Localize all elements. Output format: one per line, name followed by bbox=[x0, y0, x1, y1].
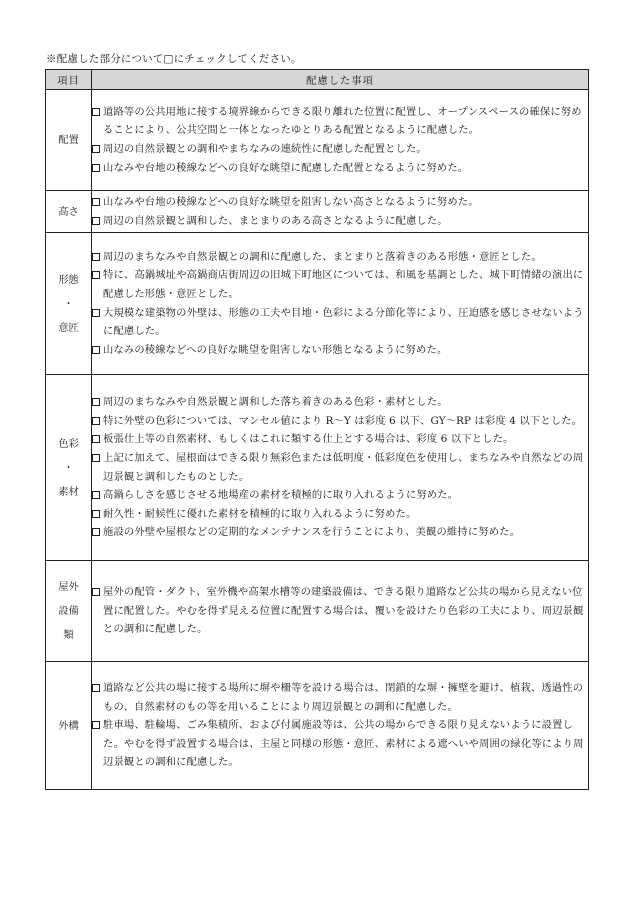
category-label: 屋外 bbox=[58, 581, 79, 593]
check-item[interactable] bbox=[92, 393, 588, 412]
row-color-material bbox=[46, 375, 589, 561]
instruction-note: ※配慮した部分について□にチェックしてください。 bbox=[46, 53, 302, 65]
check-item[interactable] bbox=[92, 193, 588, 212]
check-item[interactable] bbox=[92, 505, 588, 524]
category-label: 素材 bbox=[58, 485, 79, 498]
item-text: 道路など公共の場に接する場所に塀や柵等を設ける場合は、閉鎖的な塀・擁壁を避け、植栽、透過性のもの、自然素材のもの等を用いることにより周辺景観との調和に配慮した。 bbox=[103, 682, 584, 713]
checkbox[interactable] bbox=[92, 454, 100, 462]
category-cell bbox=[46, 90, 92, 191]
row-outdoor-equipment bbox=[46, 561, 589, 662]
item-text: 山なみや台地の稜線などへの良好な眺望を阻害しない高さとなるように努めた。 bbox=[103, 195, 479, 208]
header-items: 配慮した事項 bbox=[92, 70, 589, 90]
item-text: 駐車場、駐輪場、ごみ集積所、および付属施設等は、公共の場からできる限り見えないように設置した。やむを得ず設置する場合は、主屋と同様の形態・意匠、素材による遮へいや周囲の緑化等により周辺景観との調和に配慮した。 bbox=[103, 719, 584, 769]
category-cell bbox=[46, 191, 92, 233]
item-text: 板張仕上等の自然素材、もしくはこれに類する仕上とする場合は、彩度 6 以下とした。 bbox=[103, 433, 514, 446]
category-label: 設備 bbox=[58, 605, 79, 617]
item-text: 周辺のまちなみや自然景観との調和に配慮した、まとまりと落着きのある形態・意匠とした。 bbox=[103, 250, 542, 263]
item-text: 特に、高鍋城址や高鍋商店街周辺の旧城下町地区については、和風を基調とした、城下町情緒の演出に配慮した形態・意匠とした。 bbox=[103, 269, 584, 300]
check-item[interactable] bbox=[92, 523, 588, 542]
item-text: 上記に加えて、屋根面はできる限り無彩色または低明度・低彩度色を使用し、まちなみや自然などの周辺景観と調和したものとした。 bbox=[103, 451, 584, 483]
checkbox[interactable] bbox=[92, 198, 100, 206]
check-item[interactable] bbox=[92, 248, 588, 267]
row-form-design bbox=[46, 233, 589, 375]
check-item[interactable] bbox=[92, 304, 588, 341]
row-exterior bbox=[46, 662, 589, 790]
checkbox[interactable] bbox=[92, 398, 100, 406]
check-item[interactable] bbox=[92, 430, 588, 449]
category-cell bbox=[46, 662, 92, 790]
items-cell bbox=[92, 561, 589, 662]
items-cell bbox=[92, 375, 589, 561]
checkbox[interactable] bbox=[92, 417, 100, 425]
items-cell bbox=[92, 662, 589, 790]
item-text: 施設の外壁や屋根などの定期的なメンテナンスを行うことにより、美観の維持に努めた。 bbox=[103, 526, 521, 539]
check-item[interactable] bbox=[92, 583, 588, 639]
check-item[interactable] bbox=[92, 341, 588, 360]
check-item[interactable] bbox=[92, 412, 588, 431]
check-item[interactable] bbox=[92, 140, 588, 159]
item-text: 周辺のまちなみや自然景観と調和した落ち着きのある色彩・素材とした。 bbox=[103, 396, 448, 409]
checkbox[interactable] bbox=[92, 108, 100, 116]
category-label: 意匠 bbox=[58, 321, 79, 334]
category-cell bbox=[46, 233, 92, 375]
check-item[interactable] bbox=[92, 212, 588, 231]
item-text: 特に外壁の色彩については、マンセル値により R～Y は彩度 6 以下、GY～RP は彩度 4 以下とした。 bbox=[103, 414, 583, 427]
checkbox[interactable] bbox=[92, 491, 100, 499]
category-cell bbox=[46, 561, 92, 662]
checkbox[interactable] bbox=[92, 435, 100, 443]
check-item[interactable] bbox=[92, 486, 588, 505]
checkbox[interactable] bbox=[92, 528, 100, 536]
row-height bbox=[46, 191, 589, 233]
checkbox[interactable] bbox=[92, 346, 100, 354]
items-cell bbox=[92, 90, 589, 191]
header-category: 項目 bbox=[46, 70, 92, 90]
category-label: 外構 bbox=[58, 719, 79, 732]
checkbox[interactable] bbox=[92, 145, 100, 153]
checkbox[interactable] bbox=[92, 588, 100, 596]
item-text: 屋外の配管・ダクト、室外機や高架水槽等の建築設備は、できる限り道路など公共の場から見えない位置に配置した。やむを得ず見える位置に配置する場合は、覆いを設けたり色彩の工夫により、周辺景観との調和に配慮した。 bbox=[103, 586, 584, 636]
item-text: 周辺の自然景観と調和した、まとまりのある高さとなるように配慮した。 bbox=[103, 214, 448, 227]
check-item[interactable] bbox=[92, 679, 588, 716]
category-cell bbox=[46, 375, 92, 561]
checkbox[interactable] bbox=[92, 253, 100, 261]
table-header-row bbox=[46, 70, 589, 90]
check-item[interactable] bbox=[92, 716, 588, 772]
item-text: 山なみや台地の稜線などへの良好な眺望に配慮した配置となるように努めた。 bbox=[103, 161, 469, 174]
items-cell bbox=[92, 191, 589, 233]
item-text: 周辺の自然景観との調和やまちなみの連続性に配慮した配置とした。 bbox=[103, 143, 427, 155]
items-cell bbox=[92, 233, 589, 375]
checkbox[interactable] bbox=[92, 309, 100, 317]
checkbox[interactable] bbox=[92, 217, 100, 225]
check-item[interactable] bbox=[92, 103, 588, 140]
category-label: ・ bbox=[63, 461, 74, 474]
category-label: 色彩 bbox=[58, 437, 79, 450]
checkbox[interactable] bbox=[92, 510, 100, 518]
design-considerations-table bbox=[45, 69, 589, 790]
category-label: ・ bbox=[63, 297, 74, 310]
check-item[interactable] bbox=[92, 266, 588, 303]
checkbox[interactable] bbox=[92, 684, 100, 692]
check-item[interactable] bbox=[92, 449, 588, 486]
item-text: 山なみの稜線などへの良好な眺望を阻害しない形態となるように努めた。 bbox=[103, 343, 448, 356]
checkbox[interactable] bbox=[92, 164, 100, 172]
checkbox[interactable] bbox=[92, 721, 100, 729]
item-text: 耐久性・耐候性に優れた素材を積極的に取り入れるように努めた。 bbox=[103, 507, 417, 520]
check-item[interactable] bbox=[92, 159, 588, 178]
item-text: 道路等の公共用地に接する境界線からできる限り離れた位置に配置し、オープンスペースの確保に努めることにより、公共空間と一体となったゆとりある配置となるように配慮した。 bbox=[103, 105, 582, 137]
category-label: 形態 bbox=[58, 273, 79, 286]
item-text: 高鍋らしさを感じさせる地場産の素材を積極的に取り入れるように努めた。 bbox=[103, 489, 459, 502]
category-label: 高さ bbox=[58, 205, 79, 218]
checkbox[interactable] bbox=[92, 271, 100, 279]
category-label: 類 bbox=[63, 629, 74, 641]
row-placement bbox=[46, 90, 589, 191]
item-text: 大規模な建築物の外壁は、形態の工夫や目地・色彩による分節化等により、圧迫感を感じさせないように配慮した。 bbox=[103, 306, 584, 338]
category-label: 配置 bbox=[58, 134, 79, 146]
